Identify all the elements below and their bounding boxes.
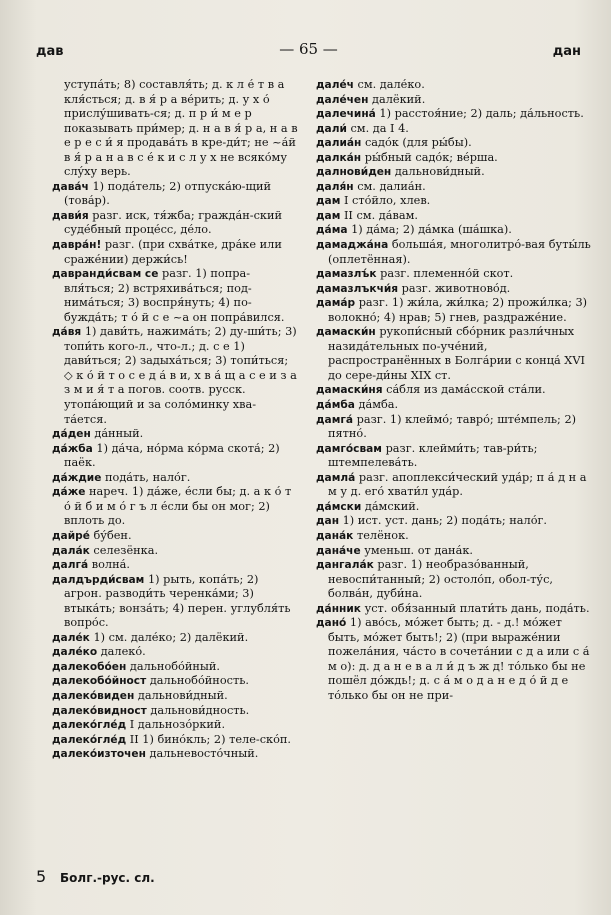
entry-definition: далеко́.	[100, 645, 146, 659]
dictionary-entry	[52, 689, 298, 704]
dictionary-entry	[52, 485, 298, 529]
dictionary-entry	[52, 325, 298, 427]
entry-headword: да́жба	[52, 442, 93, 455]
entry-headword: дамазлъкчи́я	[316, 282, 399, 295]
entry-headword: далеко́гле́д	[52, 719, 127, 732]
entry-definition: дальнобо́йный.	[129, 659, 221, 673]
entry-definition: волна́.	[91, 558, 130, 572]
entry-definition: см. далиа́н.	[357, 179, 426, 193]
entry-headword: далеко́гле́д	[52, 733, 127, 746]
entry-headword: дамго́свам	[316, 442, 382, 455]
entry-headword: да́нник	[316, 602, 361, 615]
entry-definition: дальнови́дность.	[150, 703, 250, 717]
entry-headword: дале́ч	[316, 79, 354, 91]
dictionary-entry	[52, 747, 298, 762]
entry-definition: 1) дави́ть, нажима́ть; 2) ду-ши́ть; 3) топи́ть кого-л., что-л.; д. с е 1) дави́ться; 2) задыха́ться; 3) топи́ться; ◇ к о́ й т о с е д а́ в и, х в а́ щ а с е и з а з м и я́ т а погов. соотв. русск. утопа́ющий и за соло́минку хва-та́ется.	[64, 325, 297, 426]
dictionary-entry	[52, 704, 298, 719]
dictionary-entry	[316, 413, 592, 442]
entry-definition: разг. апоплекси́ческий уда́р; п а́ д н а м у д. его́ хвати́л уда́р.	[328, 470, 587, 499]
dictionary-entry	[316, 267, 592, 282]
entry-headword: дава́ч	[52, 180, 89, 193]
entry-headword: далнови́ден	[316, 166, 392, 179]
dictionary-entry	[316, 529, 592, 544]
entry-definition: разг. (при схва́тке, дра́ке или сраже́нии) держи́сь!	[64, 238, 282, 266]
entry-headword: далеко́виден	[52, 689, 135, 702]
dictionary-entry	[52, 238, 298, 267]
entry-definition: I дальнозо́ркий.	[129, 718, 226, 732]
entry-headword: далдърди́свам	[52, 573, 145, 586]
entry-definition: нареч. 1) да́же, е́сли бы; д. а к о́ т о́ й б и м о́ г ъ л е́сли бы он мог; 2) вплоть до.	[64, 485, 292, 528]
entry-definition: уст. обя́занный плати́ть дань, пода́ть.	[364, 601, 590, 615]
entry-headword: дале́ко	[52, 646, 98, 659]
dictionary-entry	[316, 136, 592, 151]
entry-definition: 1) рыть, копа́ть; 2) агрон. разводи́ть черенка́ми; 3) втыка́ть; вонза́ть; 4) перен. углубля́ть вопро́с.	[64, 572, 291, 630]
entry-definition: разг. племенно́й скот.	[380, 267, 514, 281]
signature-line	[36, 867, 155, 886]
entry-headword: дамаджа́на	[316, 239, 389, 252]
dictionary-entry	[316, 325, 592, 383]
entry-definition: селезёнка.	[93, 543, 159, 557]
entry-definition: разг. иск, тя́жба; гражда́н-ский суде́бный проце́сс, де́ло.	[64, 208, 283, 237]
dictionary-entry	[316, 223, 592, 238]
entry-headword: дама́р	[316, 297, 356, 310]
entry-headword: дамаски́н	[316, 326, 376, 339]
dictionary-entry	[52, 674, 298, 689]
entry-headword: дано́	[316, 617, 347, 630]
entry-headword: дана́че	[316, 544, 361, 557]
entry-definition: 1) пода́тель; 2) отпуска́ю-щий (това́р).	[64, 179, 272, 208]
entry-headword: дале́к	[52, 631, 90, 644]
dictionary-entry	[316, 442, 592, 471]
entry-headword: далга́	[52, 559, 89, 572]
dictionary-entry	[52, 442, 298, 471]
entry-headword: дали́	[316, 122, 347, 135]
entry-definition: больша́я, многолитро́-вая буты́ль (оплетённая).	[328, 238, 591, 266]
entry-headword: дамаски́ня	[316, 384, 383, 397]
entry-definition: разг. 1) попра-вля́ться; 2) встряхива́ться; под-нима́ться; 3) воспря́нуть; 4) по-бужда́ть; т о́ й с е ~а он попра́вился.	[64, 267, 285, 324]
entry-definition: бу́бен.	[93, 528, 132, 542]
entry-definition: далёкий.	[372, 92, 426, 106]
entry-headword: далеко́видност	[52, 704, 147, 717]
dictionary-entry	[52, 573, 298, 631]
entry-headword: далиа́н	[316, 137, 362, 150]
entry-definition: рукопи́сный сбо́рник разли́чных назида́тельных по-уче́ний, распространённых в Болга́рии с конца́ XVI до сере-ди́ны XIX ст.	[328, 325, 585, 382]
entry-definition: II см. да́вам.	[343, 208, 418, 222]
entry-headword: дам	[316, 195, 341, 208]
dictionary-entry	[52, 558, 298, 573]
entry-definition: разг. клейми́ть; тав-ри́ть; штемпелева́ть.	[328, 441, 538, 470]
entry-definition: 1) см. дале́ко; 2) далёкий.	[93, 630, 249, 644]
header-left-guideword: дав	[36, 44, 64, 59]
right-column	[316, 78, 592, 704]
entry-definition: уступа́ть; 8) составля́ть; д. к л е́ т в а кля́сться; д. в я́ р а ве́рить; д. у х о́ прислу́шивать-ся; д. п р и́ м е р показывать при́мер; д. н а в я́ р а, н а в е р е с и́ я продава́ть в кре-ди́т; не ~а́й в я́ р а н а в с е́ к и с л у х не всяко́му слу́ху верь.	[64, 78, 298, 179]
signature-number: 5	[36, 867, 47, 886]
entry-definition: I сто́йло, хлев.	[343, 194, 431, 208]
entry-headword: да́мба	[316, 399, 355, 412]
dictionary-entry	[52, 631, 298, 646]
entry-headword: дан	[316, 515, 340, 528]
entry-headword: да́ма	[316, 224, 348, 237]
entry-headword: дале́чен	[316, 93, 369, 106]
dictionary-entry	[316, 122, 592, 137]
entry-headword: да́мски	[316, 500, 362, 513]
entry-definition: см. дале́ко.	[357, 78, 425, 91]
dictionary-entry	[316, 602, 592, 617]
dictionary-entry	[52, 471, 298, 486]
entry-definition: 1) да́ча, но́рма ко́рма скота́; 2) паёк.	[64, 441, 280, 470]
page-number: — 65 —	[279, 40, 338, 58]
entry-definition: дальнови́дный.	[394, 165, 485, 179]
dictionary-entry	[316, 398, 592, 413]
dictionary-entry	[316, 514, 592, 529]
dictionary-entry	[52, 267, 298, 325]
entry-definition: пода́ть, нало́г.	[105, 470, 191, 484]
dictionary-entry	[52, 78, 298, 180]
entry-definition: 1) ист. уст. дань; 2) пода́ть; нало́г.	[342, 514, 548, 528]
entry-definition: телёнок.	[356, 528, 409, 542]
entry-headword: далекобо́йност	[52, 675, 147, 688]
entry-definition: II 1) бино́кль; 2) теле-ско́п.	[129, 732, 292, 746]
header-right-guideword: дан	[552, 44, 581, 59]
entry-headword: дави́я	[52, 209, 89, 222]
entry-definition: уменьш. от дана́к.	[364, 543, 473, 557]
dictionary-entry	[316, 151, 592, 166]
entry-headword: дам	[316, 209, 341, 222]
entry-headword: дамла́	[316, 471, 356, 484]
dictionary-entry	[52, 660, 298, 675]
entry-definition: разг. 1) клеймо́; тавро́; ште́мпель; 2) пятно́.	[328, 412, 577, 441]
dictionary-entry	[52, 209, 298, 238]
dictionary-entry	[316, 296, 592, 325]
signature-text: Болг.-рус. сл.	[60, 871, 155, 885]
dictionary-entry	[52, 180, 298, 209]
dictionary-entry	[52, 645, 298, 660]
entry-headword: далеко́източен	[52, 748, 146, 761]
entry-headword: да́ден	[52, 428, 91, 441]
dictionary-entry	[316, 558, 592, 602]
entry-headword: дамга́	[316, 413, 354, 426]
entry-headword: да́вя	[52, 326, 82, 339]
dictionary-entry	[316, 107, 592, 122]
entry-definition: са́бля из дама́сской ста́ли.	[386, 383, 546, 397]
entry-definition: см. да I 4.	[350, 121, 409, 135]
dictionary-entry	[316, 616, 592, 703]
entry-headword: да́же	[52, 486, 86, 499]
entry-headword: давра́н!	[52, 239, 102, 252]
entry-headword: дангала́к	[316, 559, 374, 572]
left-column	[52, 78, 298, 762]
entry-headword: далка́н	[316, 151, 362, 164]
entry-definition: 1) расстоя́ние; 2) даль; да́льность.	[379, 107, 584, 121]
entry-headword: дайре́	[52, 529, 90, 542]
entry-definition: дальнови́дный.	[137, 688, 228, 702]
dictionary-entry	[316, 194, 592, 209]
entry-definition: разг. животново́д.	[401, 281, 511, 295]
entry-headword: дана́к	[316, 529, 354, 542]
dictionary-entry	[52, 427, 298, 442]
dictionary-entry	[316, 238, 592, 267]
entry-definition: да́нный.	[94, 427, 144, 441]
entry-headword: далечина́	[316, 108, 376, 121]
dictionary-entry	[316, 383, 592, 398]
entry-definition: да́мба.	[358, 398, 399, 412]
entry-definition: 1) аво́сь, мо́жет быть; д. - д.! мо́жет быть, мо́жет быть!; 2) (при выраже́нии пожела́ния, ча́сто в сочета́нии с д а или с а́ м о): д. д а н е в а л и́ д ъ ж д! то́лько бы не пошёл до́ждь!; д. с а́ м о д а н е д о́ й д е то́лько бы он не при-	[328, 616, 590, 702]
dictionary-entry	[316, 180, 592, 195]
entry-definition: дальнобо́йность.	[149, 674, 249, 688]
entry-headword: дала́к	[52, 544, 90, 557]
dictionary-entry	[52, 718, 298, 733]
dictionary-entry	[316, 282, 592, 297]
entry-headword: дамазлъ́к	[316, 268, 377, 281]
entry-definition: разг. 1) необразо́ванный, невоспи́танный; 2) остоло́п, обол-ту́с, болва́н, дуби́на.	[328, 558, 553, 601]
dictionary-entry	[316, 78, 592, 93]
entry-headword: давранди́свам се	[52, 268, 159, 281]
entry-definition: 1) да́ма; 2) да́мка (ша́шка).	[351, 223, 512, 237]
dictionary-entry	[52, 529, 298, 544]
entry-definition: да́мский.	[364, 499, 420, 513]
dictionary-entry	[52, 733, 298, 748]
dictionary-entry	[316, 544, 592, 559]
dictionary-entry	[316, 209, 592, 224]
dictionary-entry	[316, 165, 592, 180]
entry-headword: далекобо́ен	[52, 660, 127, 673]
dictionary-entry	[52, 544, 298, 559]
entry-definition: ры́бный садо́к; ве́рша.	[364, 150, 498, 164]
entry-headword: да́ждие	[52, 471, 102, 484]
dictionary-entry	[316, 471, 592, 500]
entry-definition: садо́к (для ры́бы).	[364, 136, 472, 150]
entry-definition: дальневосто́чный.	[149, 747, 259, 761]
dictionary-entry	[316, 500, 592, 515]
running-header	[36, 40, 581, 62]
dictionary-entry	[316, 93, 592, 108]
entry-definition: разг. 1) жи́ла, жи́лка; 2) прожи́лка; 3) волокно́; 4) нрав; 5) гнев, раздраже́ние.	[328, 296, 588, 324]
entry-headword: даля́н	[316, 180, 354, 193]
